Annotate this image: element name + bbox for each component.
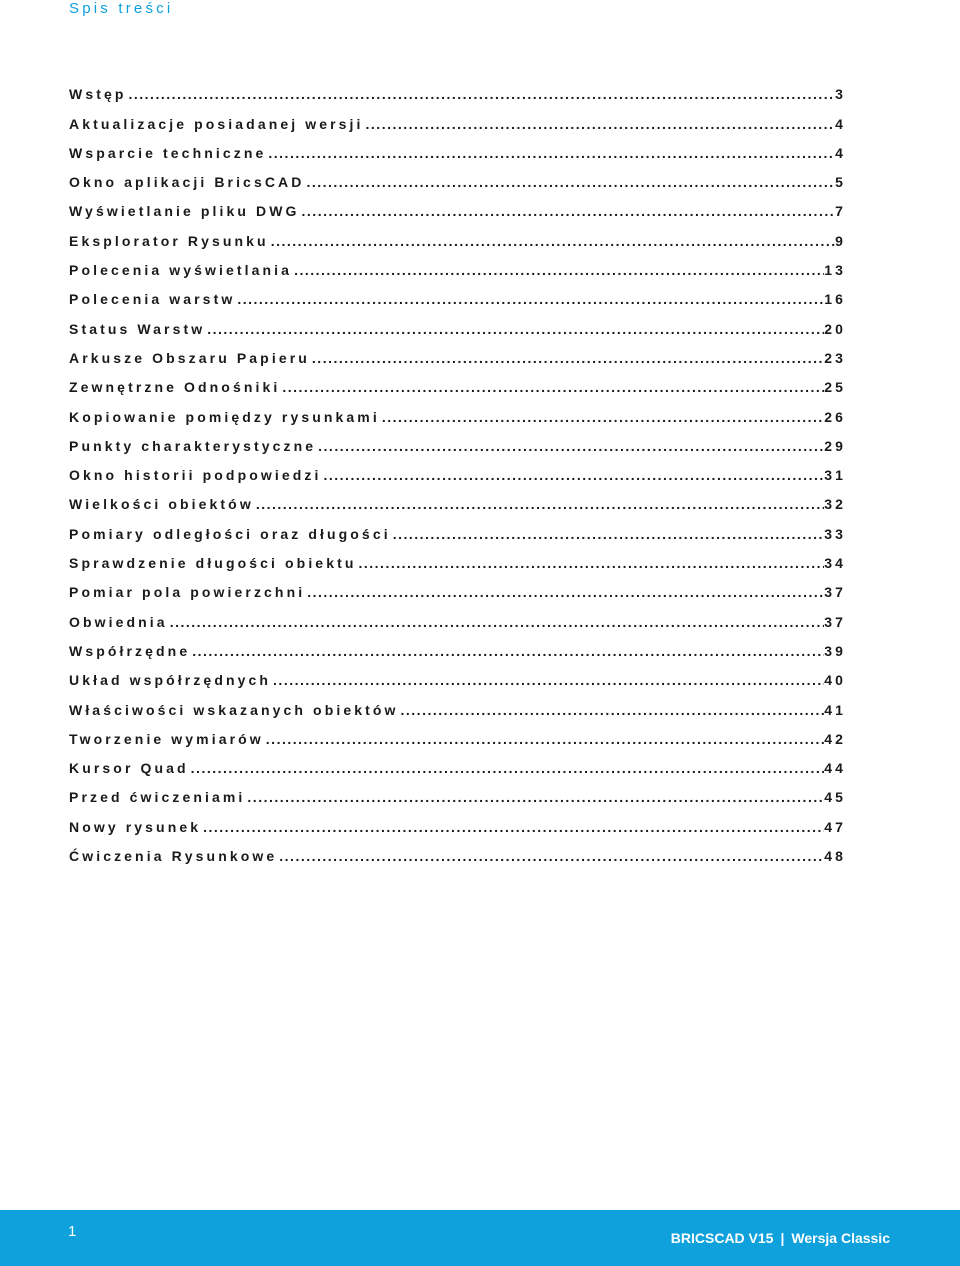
toc-entry-title: Obwiednia	[69, 613, 168, 630]
toc-list	[69, 74, 846, 865]
toc-entry[interactable]	[69, 426, 846, 455]
toc-entry-page: 41	[824, 701, 846, 718]
toc-dot-leader	[316, 437, 824, 455]
toc-entry-title: Wstęp	[69, 86, 127, 103]
toc-entry-page: 42	[824, 730, 846, 747]
toc-entry-title: Status Warstw	[69, 320, 206, 337]
toc-entry[interactable]	[69, 367, 846, 396]
toc-entry[interactable]	[69, 250, 846, 279]
toc-entry[interactable]	[69, 308, 846, 337]
toc-entry[interactable]	[69, 572, 846, 601]
toc-entry[interactable]	[69, 191, 846, 220]
toc-dot-leader	[266, 144, 835, 162]
toc-entry[interactable]	[69, 484, 846, 513]
toc-dot-leader	[391, 525, 825, 543]
toc-entry[interactable]	[69, 455, 846, 484]
toc-entry-title: Nowy rysunek	[69, 818, 202, 835]
toc-entry-page: 4	[835, 115, 846, 132]
toc-dot-leader	[292, 261, 824, 279]
toc-dot-leader	[264, 730, 824, 748]
toc-entry-title: Okno historii podpowiedzi	[69, 467, 322, 484]
toc-entry-page: 32	[824, 496, 846, 513]
toc-entry-title: Kursor Quad	[69, 760, 189, 777]
toc-entry-title: Sprawdzenie długości obiektu	[69, 555, 357, 572]
toc-entry-page: 20	[824, 320, 846, 337]
toc-entry-page: 9	[835, 232, 846, 249]
toc-entry-title: Okno aplikacji BricsCAD	[69, 174, 305, 191]
toc-entry-page: 45	[824, 789, 846, 806]
toc-dot-leader	[201, 818, 824, 836]
toc-entry-page: 33	[824, 525, 846, 542]
toc-dot-leader	[168, 613, 825, 631]
toc-dot-leader	[189, 759, 825, 777]
toc-entry[interactable]	[69, 133, 846, 162]
toc-entry[interactable]	[69, 660, 846, 689]
toc-entry[interactable]	[69, 279, 846, 308]
toc-entry[interactable]	[69, 689, 846, 718]
toc-entry[interactable]	[69, 162, 846, 191]
toc-entry-title: Współrzędne	[69, 642, 191, 659]
toc-dot-leader	[399, 701, 825, 719]
toc-dot-leader	[364, 115, 836, 133]
toc-entry-page: 23	[824, 349, 846, 366]
toc-entry-page: 7	[835, 203, 846, 220]
toc-entry[interactable]	[69, 601, 846, 630]
toc-entry-page: 34	[824, 555, 846, 572]
footer-page-number: 1	[68, 1223, 77, 1240]
toc-dot-leader	[322, 466, 825, 484]
toc-entry-title: Tworzenie wymiarów	[69, 730, 264, 747]
toc-entry-page: 16	[824, 291, 846, 308]
toc-entry[interactable]	[69, 777, 846, 806]
toc-heading: Spis treści	[69, 0, 174, 17]
toc-dot-leader	[127, 85, 836, 103]
toc-entry-title: Arkusze Obszaru Papieru	[69, 349, 310, 366]
toc-entry-page: 47	[824, 818, 846, 835]
toc-dot-leader	[277, 847, 824, 865]
toc-entry-title: Zewnętrzne Odnośniki	[69, 379, 281, 396]
toc-entry-page: 25	[824, 379, 846, 396]
toc-entry-title: Punkty charakterystyczne	[69, 437, 317, 454]
toc-dot-leader	[190, 642, 824, 660]
toc-entry[interactable]	[69, 396, 846, 425]
toc-entry-page: 39	[824, 642, 846, 659]
toc-dot-leader	[304, 173, 835, 191]
footer-separator: |	[780, 1230, 785, 1246]
toc-entry[interactable]	[69, 513, 846, 542]
toc-entry-page: 37	[824, 613, 846, 630]
toc-entry-page: 48	[824, 848, 846, 865]
toc-entry[interactable]	[69, 806, 846, 835]
footer-brand	[671, 1230, 890, 1246]
page-footer	[0, 1210, 960, 1266]
toc-dot-leader	[280, 378, 824, 396]
footer-edition: Wersja Classic	[791, 1230, 890, 1246]
toc-entry-page: 40	[824, 672, 846, 689]
toc-entry-title: Pomiar pola powierzchni	[69, 584, 306, 601]
toc-entry[interactable]	[69, 74, 846, 103]
toc-entry[interactable]	[69, 103, 846, 132]
toc-entry-page: 4	[835, 144, 846, 161]
toc-entry-title: Przed ćwiczeniami	[69, 789, 246, 806]
toc-entry-page: 13	[824, 262, 846, 279]
toc-entry-page: 37	[824, 584, 846, 601]
toc-entry-title: Wsparcie techniczne	[69, 144, 267, 161]
toc-dot-leader	[271, 671, 824, 689]
toc-entry-page: 3	[835, 86, 846, 103]
toc-entry[interactable]	[69, 748, 846, 777]
toc-entry-page: 26	[824, 408, 846, 425]
toc-entry-title: Polecenia warstw	[69, 291, 236, 308]
footer-product: BRICSCAD V15	[670, 1230, 774, 1246]
toc-entry[interactable]	[69, 631, 846, 660]
toc-dot-leader	[305, 583, 824, 601]
toc-entry-title: Wyświetlanie pliku DWG	[69, 203, 300, 220]
toc-entry-title: Właściwości wskazanych obiektów	[69, 701, 399, 718]
toc-dot-leader	[254, 495, 824, 513]
toc-entry-page: 29	[824, 437, 846, 454]
toc-entry-page: 31	[824, 467, 846, 484]
toc-entry-page: 5	[835, 174, 846, 191]
toc-entry[interactable]	[69, 338, 846, 367]
toc-entry[interactable]	[69, 836, 846, 865]
toc-entry[interactable]	[69, 220, 846, 249]
toc-entry-title: Pomiary odległości oraz długości	[69, 525, 391, 542]
toc-entry-title: Aktualizacje posiadanej wersji	[69, 115, 364, 132]
toc-entry-title: Wielkości obiektów	[69, 496, 254, 513]
toc-entry[interactable]	[69, 719, 846, 748]
toc-entry-title: Kopiowanie pomiędzy rysunkami	[69, 408, 380, 425]
toc-entry[interactable]	[69, 543, 846, 572]
toc-dot-leader	[269, 232, 835, 250]
toc-entry-title: Układ współrzędnych	[69, 672, 272, 689]
toc-dot-leader	[310, 349, 824, 367]
toc-entry-title: Ćwiczenia Rysunkowe	[69, 848, 278, 865]
toc-dot-leader	[380, 408, 824, 426]
toc-entry-page: 44	[824, 760, 846, 777]
toc-entry-title: Eksplorator Rysunku	[69, 232, 269, 249]
toc-entry-title: Polecenia wyświetlania	[69, 262, 293, 279]
toc-dot-leader	[205, 320, 824, 338]
toc-dot-leader	[235, 290, 824, 308]
toc-dot-leader	[245, 788, 824, 806]
toc-dot-leader	[300, 202, 836, 220]
toc-dot-leader	[357, 554, 825, 572]
